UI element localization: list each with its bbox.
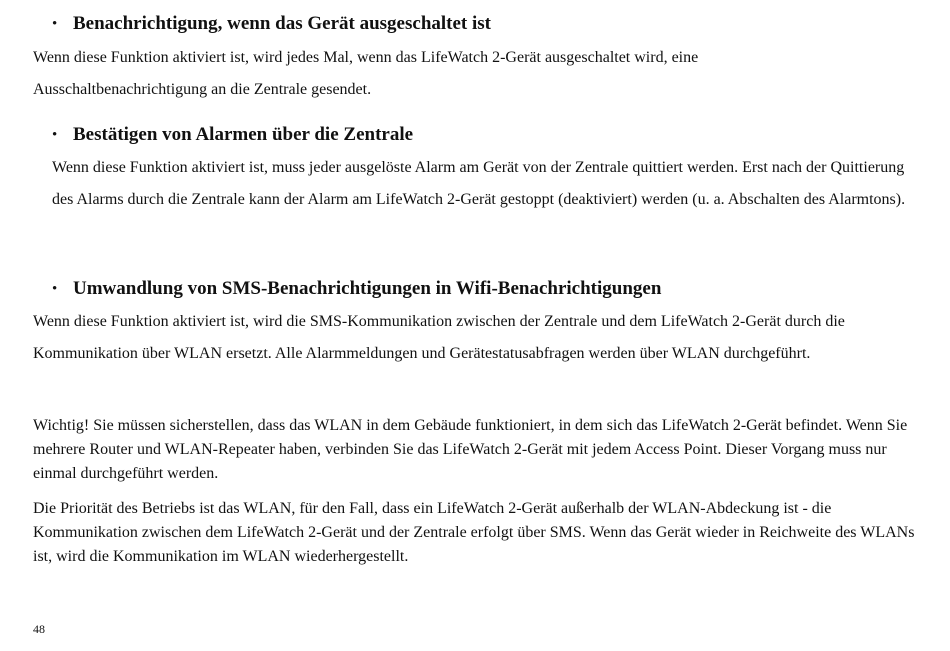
priority-note: Die Priorität des Betriebs ist das WLAN, für den Fall, dass ein LifeWatch 2-Gerät außerhalb der WLAN-Abdeckung ist - die Kommunikation zwischen dem LifeWatch 2-Gerät und der Zentrale erfolgt über SMS. Wenn das Gerät wieder in Reichweite des WLANs ist, wird die Kommunikation im WLAN wiederhergestellt. [33,500,915,565]
section-heading: Benachrichtigung, wenn das Gerät ausgeschaltet ist [73,13,491,34]
section-body: Wenn diese Funktion aktiviert ist, wird jedes Mal, wenn das LifeWatch 2-Gerät ausgeschaltet wird, eine Ausschaltbenachrichtigung an die Zentrale gesendet. [33,49,699,98]
section-body: Wenn diese Funktion aktiviert ist, muss jeder ausgelöste Alarm am Gerät von der Zentrale quittiert werden. Erst nach der Quittierung des Alarms durch die Zentrale kann der Alarm am LifeWatch 2-Gerät gestoppt (deaktiviert) werden (u. a. Abschalten des Alarmtons). [52,159,906,208]
section-heading: Umwandlung von SMS-Benachrichtigungen in Wifi-Benachrichtigungen [73,278,662,299]
page-number: 48 [33,622,45,636]
bullet-icon: • [52,16,58,32]
important-note: Wichtig! Sie müssen sicherstellen, dass das WLAN in dem Gebäude funktioniert, in dem sich das LifeWatch 2-Gerät befindet. Wenn Sie mehrere Router und WLAN-Repeater haben, verbinden Sie das LifeWatch 2-Gerät mit jedem Access Point. Dieser Vorgang muss nur einmal durchgeführt werden. [33,417,908,482]
section-heading: Bestätigen von Alarmen über die Zentrale [73,124,414,145]
section-body: Wenn diese Funktion aktiviert ist, wird die SMS-Kommunikation zwischen der Zentrale und dem LifeWatch 2-Gerät durch die Kommunikation über WLAN ersetzt. Alle Alarmmeldungen und Gerätestatusabfragen werden über WLAN durchgeführt. [33,313,845,362]
bullet-icon: • [52,127,58,143]
bullet-icon: • [52,281,58,297]
